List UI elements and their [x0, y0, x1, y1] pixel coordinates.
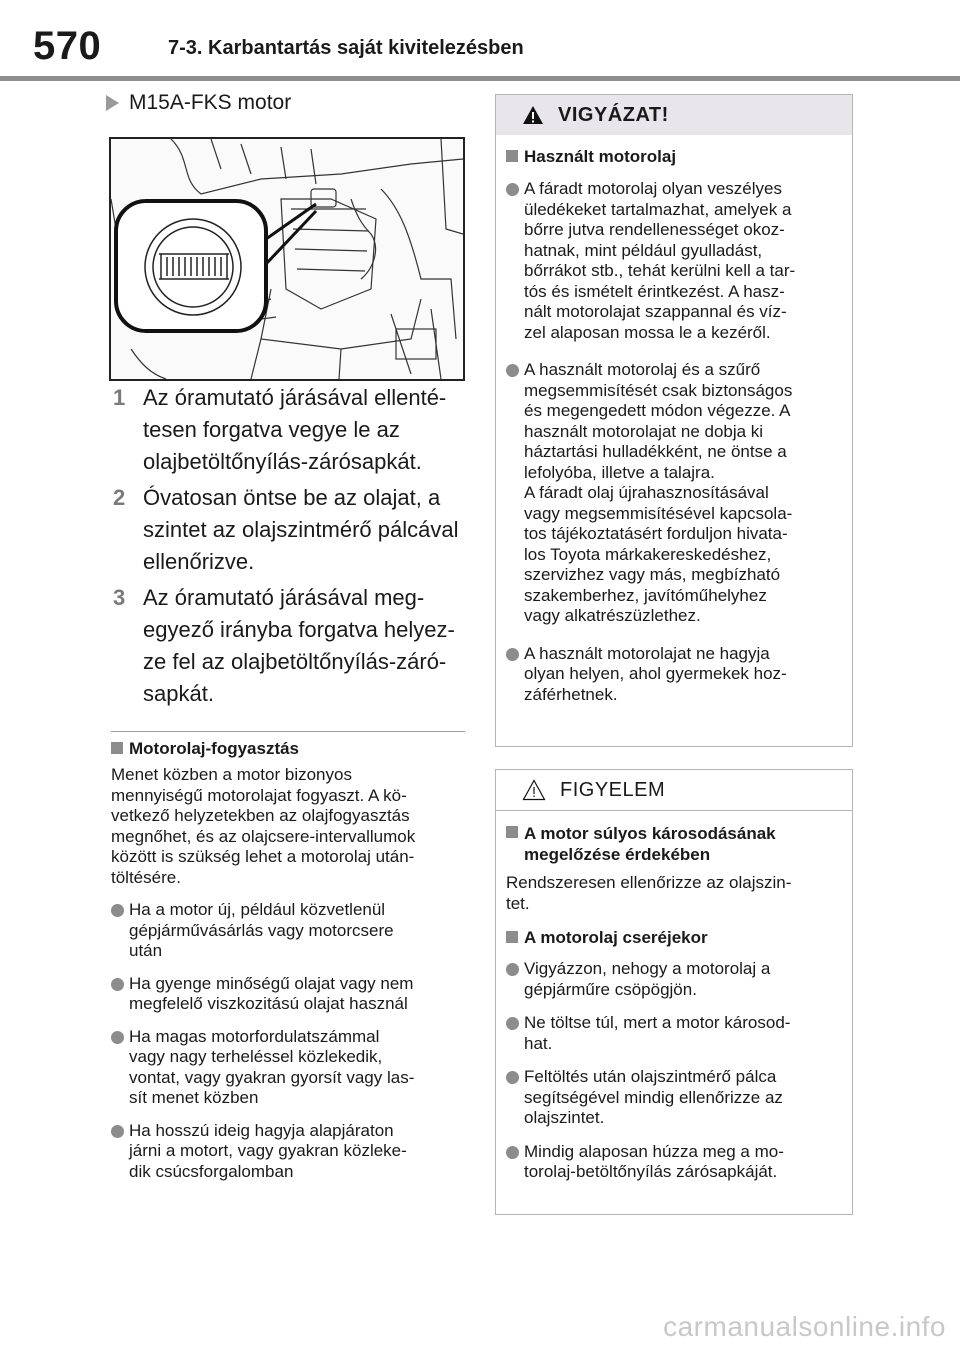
step-text: Az óramutató járásával meg- egyező irányba forgatva helyez- ze fel az olajbetöltőnyílás-záró- sapkát. [143, 585, 455, 706]
warning-triangle-icon [522, 105, 544, 125]
round-bullet-icon [506, 364, 519, 377]
list-item: Feltöltés után olajszintmérő pálca segítségével mindig ellenőrizze az olajszintet. [506, 1067, 840, 1129]
step-number: 1 [113, 385, 126, 410]
oil-consumption-section [111, 739, 471, 1182]
notice-header [496, 770, 852, 811]
list-item: Ne töltse túl, mert a motor károsod- hat. [506, 1013, 840, 1054]
warning-subheading: Használt motorolaj [506, 147, 840, 167]
section-divider [111, 731, 465, 732]
round-bullet-icon [111, 904, 124, 917]
warning-box [495, 94, 853, 747]
engine-bay-figure [109, 137, 465, 381]
notice-subheading-2: A motorolaj cseréjekor [506, 928, 840, 948]
oil-consumption-heading: Motorolaj-fogyasztás [111, 739, 471, 759]
notice-paragraph: Rendszeresen ellenőrizze az olajszin- tet. [506, 873, 792, 913]
round-bullet-icon [506, 1146, 519, 1159]
engine-variant-heading [106, 91, 291, 115]
step-3 [113, 582, 468, 710]
list-item: Ha magas motorfordulatszámmal vagy nagy terheléssel közlekedik, vontat, vagy gyakran gyorsít vagy las- sít menet közben [111, 1027, 471, 1109]
list-item: Ha hosszú ideig hagyja alapjáraton járni a motort, vagy gyakran közleke- dik csúcsforgalomban [111, 1121, 471, 1183]
section-title: 7-3. Karbantartás saját kivitelezésben [168, 37, 524, 59]
round-bullet-icon [111, 978, 124, 991]
step-2 [113, 482, 468, 578]
list-item: A használt motorolajat ne hagyja olyan helyen, ahol gyermekek hoz- záférhetnek. [506, 644, 840, 706]
engine-bay-illustration [111, 139, 463, 379]
step-number: 3 [113, 585, 126, 610]
oil-consumption-intro: Menet közben a motor bizonyos mennyiségű motorolajat fogyaszt. A kö- vetkező helyzetekben az olajfogyasztás megnőhet, és az olajcsere-intervallumok között is szükség lehet a motorolaj után- töltésére. [111, 765, 416, 887]
engine-variant-label: M15A-FKS motor [129, 91, 292, 114]
notice-box [495, 769, 853, 1215]
square-bullet-icon [111, 742, 123, 754]
list-item: Mindig alaposan húzza meg a mo- torolaj-betöltőnyílás zárósapkáját. [506, 1142, 840, 1183]
page-number: 570 [33, 24, 102, 68]
round-bullet-icon [506, 963, 519, 976]
round-bullet-icon [111, 1125, 124, 1138]
list-item: Ha gyenge minőségű olajat vagy nem megfelelő viszkozitású olajat használ [111, 974, 471, 1015]
step-number: 2 [113, 485, 126, 510]
round-bullet-icon [111, 1031, 124, 1044]
list-item: A fáradt motorolaj olyan veszélyes üledékeket tartalmazhat, amelyek a bőrre jutva rendellenességet okoz- hatnak, mint például gyulladást, bőrrákot stb., tehát kerülni kell a tar- tós és ismételt érintkezést. A hasz- nált motorolajat szappannal és víz- zel alaposan mossa le a kezéről. [506, 179, 840, 343]
round-bullet-icon [506, 1071, 519, 1084]
square-bullet-icon [506, 150, 518, 162]
notice-subheading-1: A motor súlyos károsodásának megelőzése érdekében [506, 823, 840, 865]
triangle-bullet-icon [106, 95, 119, 111]
caution-triangle-icon [522, 779, 546, 801]
warning-title: VIGYÁZAT! [558, 103, 669, 126]
round-bullet-icon [506, 648, 519, 661]
round-bullet-icon [506, 1017, 519, 1030]
step-1 [113, 382, 468, 478]
step-text: Az óramutató járásával ellenté- tesen forgatva vegye le az olajbetöltőnyílás-zárósapkát. [143, 385, 447, 474]
list-item: A használt motorolaj és a szűrő megsemmisítését csak biztonságos és megengedett módon végezze. A használt motorolajat ne dobja ki háztartási hulladékként, ne öntse a lefolyóba, illetve a talajra. A fáradt olaj újrahasznosításával vagy megsemmisítésével kapcsola- tos tájékoztatásért forduljon hivata- los Toyota márkakereskedéshez, szervizhez vagy más, megbízható szakemberhez, javítóműhelyhez vagy alkatrészüzlethez. [506, 360, 840, 627]
watermark: carmanualsonline.info [663, 1311, 946, 1342]
list-item: Ha a motor új, például közvetlenül gépjárművásárlás vagy motorcsere után [111, 900, 471, 962]
square-bullet-icon [506, 931, 518, 943]
notice-title: FIGYELEM [560, 778, 666, 801]
warning-header [496, 95, 852, 135]
step-text: Óvatosan öntse be az olajat, a szintet az olajszintmérő pálcával ellenőrizve. [143, 485, 459, 574]
list-item: Vigyázzon, nehogy a motorolaj a gépjárműre csöpögjön. [506, 959, 840, 1000]
header-divider [0, 76, 960, 81]
round-bullet-icon [506, 183, 519, 196]
square-bullet-icon [506, 826, 518, 838]
